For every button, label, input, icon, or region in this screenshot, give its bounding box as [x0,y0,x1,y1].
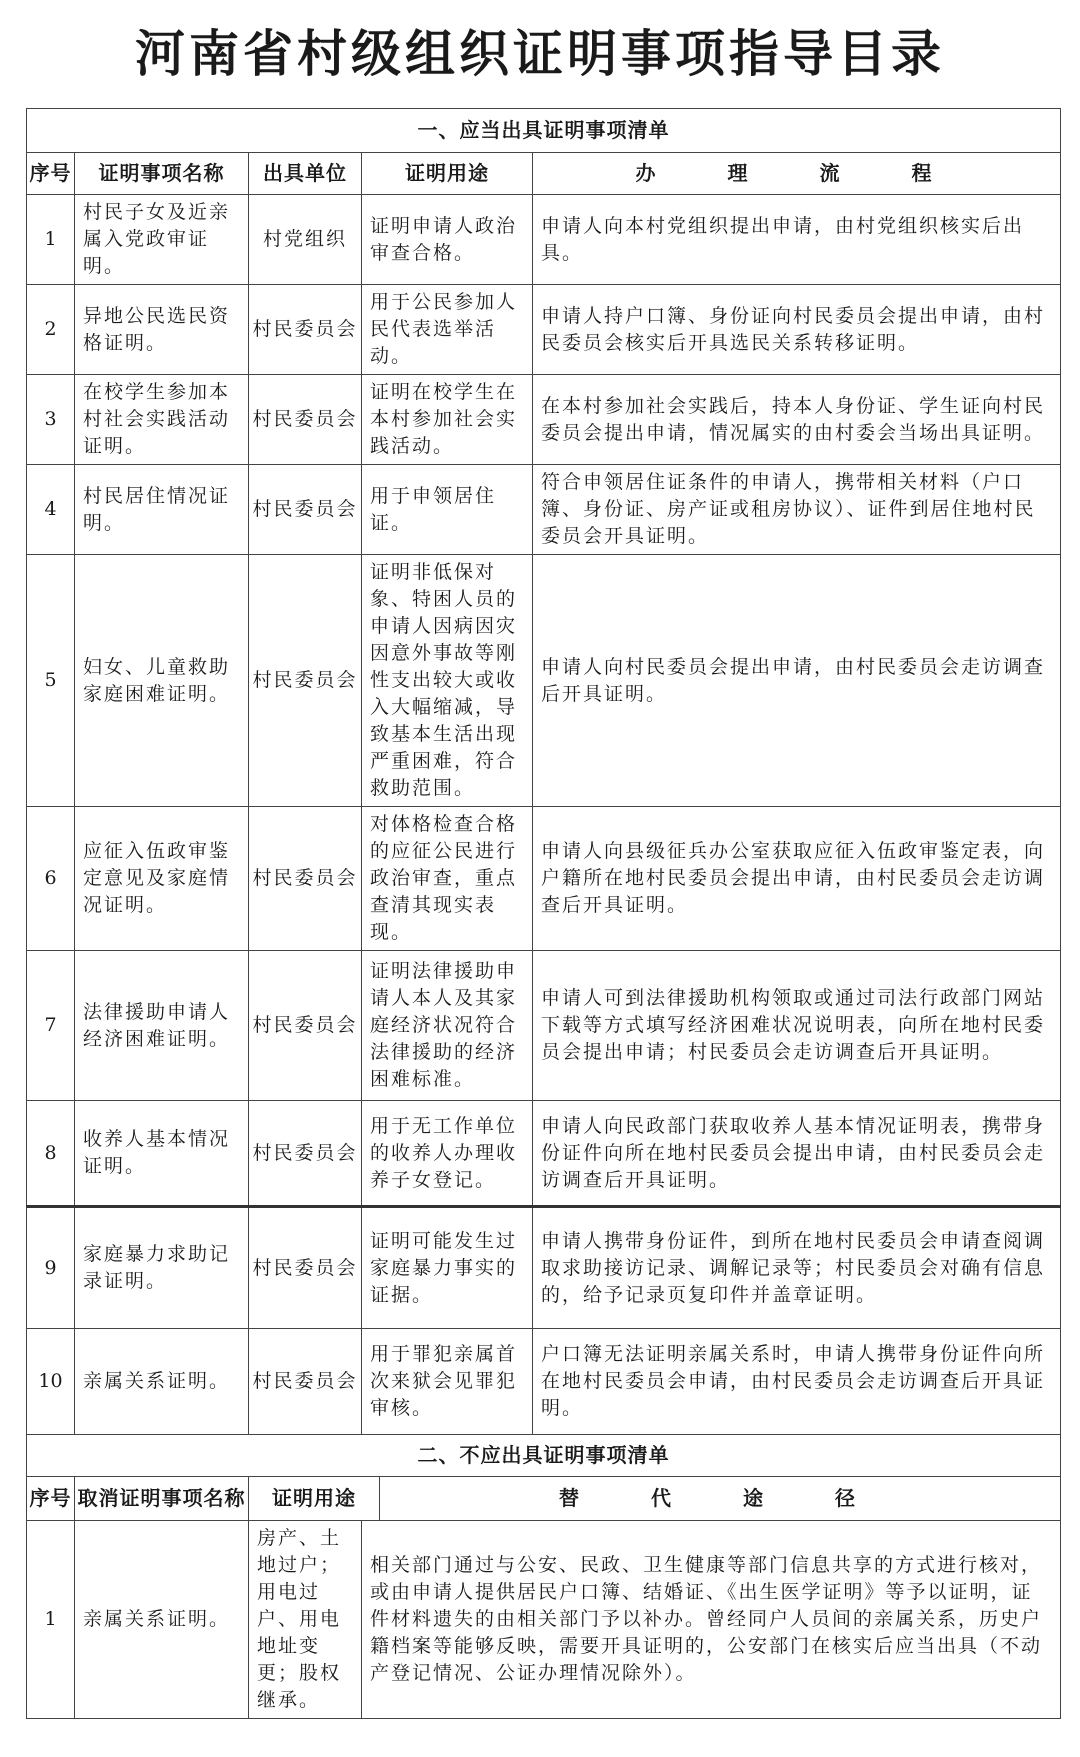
header-alternative: 替 代 途 径 [380,1477,1061,1521]
certificate-use: 证明申请人政治审查合格。 [362,195,533,285]
process: 申请人向民政部门获取收养人基本情况证明表，携带身份证件向所在地村民委员会提出申请，由村民委员会走访调查后开具证明。 [533,1101,1061,1207]
process: 户口簿无法证明亲属关系时，申请人携带身份证件向所在地村民委员会申请，由村民委员会走访调查后开具证明。 [533,1329,1061,1435]
issuer: 村民委员会 [249,1329,362,1435]
certificate-table [26,108,1061,1719]
process: 申请人向本村党组织提出申请，由村党组织核实后出具。 [533,195,1061,285]
certificate-use: 证明法律援助申请人本人及其家庭经济状况符合法律援助的经济困难标准。 [362,951,533,1101]
table-row [27,195,1061,285]
process: 申请人可到法律援助机构领取或通过司法行政部门网站下载等方式填写经济困难状况说明表，向所在地村民委员会提出申请；村民委员会走访调查后开具证明。 [533,951,1061,1101]
row-number: 9 [27,1207,75,1329]
row-number: 2 [27,285,75,375]
row-number: 4 [27,465,75,555]
certificate-use: 证明非低保对象、特困人员的申请人因病因灾因意外事故等刚性支出较大或收入大幅缩减，导致基本生活出现严重困难，符合救助范围。 [362,555,533,807]
alternative-route: 相关部门通过与公安、民政、卫生健康等部门信息共享的方式进行核对，或由申请人提供居民户口簿、结婚证、《出生医学证明》等予以证明，证件材料遗失的由相关部门予以补办。曾经同户人员间的亲属关系，历史户籍档案等能够反映，需要开具证明的，公安部门在核实后应当出具（不动产登记情况、公证办理情况除外）。 [362,1521,1061,1719]
issuer: 村民委员会 [249,555,362,807]
certificate-use: 证明在校学生在本村参加社会实践活动。 [362,375,533,465]
issuer: 村民委员会 [249,1207,362,1329]
process: 申请人向县级征兵办公室获取应征入伍政审鉴定表，向户籍所在地村民委员会提出申请，由村民委员会走访调查后开具证明。 [533,807,1061,951]
row-number: 1 [27,195,75,285]
table-row [27,555,1061,807]
process: 申请人持户口簿、身份证向村民委员会提出申请，由村民委员会核实后开具选民关系转移证明。 [533,285,1061,375]
header-use: 证明用途 [362,153,533,195]
row-number: 8 [27,1101,75,1207]
item-name: 在校学生参加本村社会实践活动证明。 [75,375,249,465]
issuer: 村民委员会 [249,465,362,555]
header-number: 序号 [27,153,75,195]
item-name: 村民子女及近亲属入党政审证明。 [75,195,249,285]
row-number: 6 [27,807,75,951]
section-2-heading: 二、不应出具证明事项清单 [27,1435,1061,1477]
process: 符合申领居住证条件的申请人，携带相关材料（户口簿、身份证、房产证或租房协议）、证件到居住地村民委员会开具证明。 [533,465,1061,555]
header-number: 序号 [27,1477,75,1521]
issuer: 村民委员会 [249,951,362,1101]
certificate-use: 对体格检查合格的应征公民进行政治审查，重点查清其现实表现。 [362,807,533,951]
issuer: 村民委员会 [249,285,362,375]
certificate-use: 用于无工作单位的收养人办理收养子女登记。 [362,1101,533,1207]
section-2-heading-row [27,1435,1061,1477]
section-1-header-row [27,153,1061,195]
item-name: 异地公民选民资格证明。 [75,285,249,375]
section-1-heading-row [27,109,1061,153]
header-process: 办 理 流 程 [533,153,1061,195]
item-name: 妇女、儿童救助家庭困难证明。 [75,555,249,807]
cancelled-item-name: 亲属关系证明。 [75,1521,249,1719]
header-item-name: 证明事项名称 [75,153,249,195]
table-row [27,807,1061,951]
issuer: 村党组织 [249,195,362,285]
table-row [27,951,1061,1101]
item-name: 法律援助申请人经济困难证明。 [75,951,249,1101]
row-number: 3 [27,375,75,465]
certificate-use: 用于公民参加人民代表选举活动。 [362,285,533,375]
process: 申请人携带身份证件，到所在地村民委员会申请查阅调取求助接访记录、调解记录等；村民委员会对确有信息的，给予记录页复印件并盖章证明。 [533,1207,1061,1329]
item-name: 收养人基本情况证明。 [75,1101,249,1207]
section-1-heading: 一、应当出具证明事项清单 [27,109,1061,153]
table-row [27,1329,1061,1435]
row-number: 7 [27,951,75,1101]
item-name: 家庭暴力求助记录证明。 [75,1207,249,1329]
table-row [27,465,1061,555]
certificate-use: 房产、土地过户；用电过户、用电地址变更；股权继承。 [249,1521,362,1719]
row-number: 10 [27,1329,75,1435]
table-row [27,1207,1061,1329]
row-number: 1 [27,1521,75,1719]
issuer: 村民委员会 [249,375,362,465]
item-name: 应征入伍政审鉴定意见及家庭情况证明。 [75,807,249,951]
item-name: 亲属关系证明。 [75,1329,249,1435]
issuer: 村民委员会 [249,807,362,951]
table-row [27,1521,1061,1719]
header-use: 证明用途 [249,1477,380,1521]
item-name: 村民居住情况证明。 [75,465,249,555]
certificate-use: 证明可能发生过家庭暴力事实的证据。 [362,1207,533,1329]
table-row [27,285,1061,375]
row-number: 5 [27,555,75,807]
process: 申请人向村民委员会提出申请，由村民委员会走访调查后开具证明。 [533,555,1061,807]
certificate-use: 用于罪犯亲属首次来狱会见罪犯审核。 [362,1329,533,1435]
page-title: 河南省村级组织证明事项指导目录 [135,25,945,83]
process: 在本村参加社会实践后，持本人身份证、学生证向村民委员会提出申请，情况属实的由村委会当场出具证明。 [533,375,1061,465]
issuer: 村民委员会 [249,1101,362,1207]
section-2-header-row [27,1477,1061,1521]
table-row [27,1101,1061,1207]
header-cancelled-item-name: 取消证明事项名称 [75,1477,249,1521]
table-row [27,375,1061,465]
certificate-use: 用于申领居住证。 [362,465,533,555]
header-issuer: 出具单位 [249,153,362,195]
